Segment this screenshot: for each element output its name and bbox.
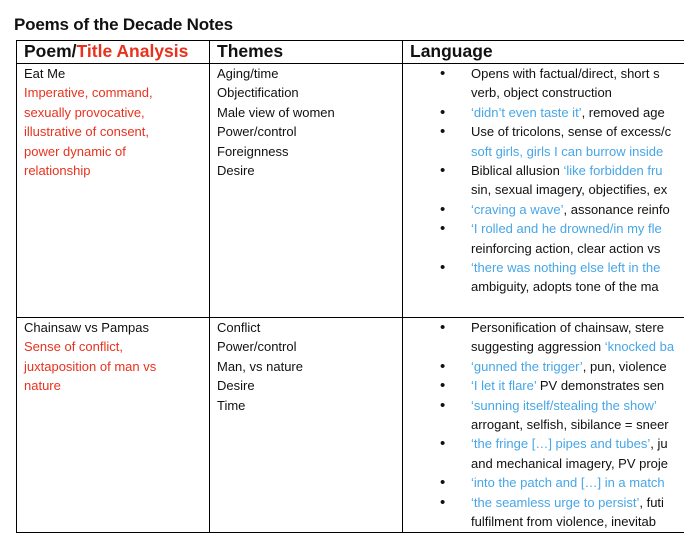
language-text: , pun, violence (583, 359, 667, 374)
table-row (17, 318, 684, 533)
theme-item: Time (217, 396, 402, 415)
language-text: ‘there was nothing else left in the (471, 260, 660, 275)
language-text: Biblical allusion (471, 163, 564, 178)
theme-item: Power/control (217, 122, 402, 141)
language-line (471, 83, 684, 102)
theme-item: Male view of women (217, 103, 402, 122)
language-line (471, 277, 684, 296)
themes-cell (210, 64, 403, 318)
language-line (471, 415, 684, 434)
theme-item: Power/control (217, 337, 402, 356)
poem-name: Eat Me (24, 64, 209, 83)
title-analysis-line: relationship (24, 161, 209, 180)
poem-cell (17, 64, 210, 318)
language-text: fulfilment from violence, inevitab (471, 514, 656, 529)
language-line (471, 376, 684, 395)
language-point (410, 200, 684, 219)
language-list (410, 318, 684, 531)
language-text: Use of tricolons, sense of excess/c (471, 124, 671, 139)
language-text: ‘the fringe […] pipes and tubes’ (471, 436, 650, 451)
language-point (410, 64, 684, 103)
theme-item: Conflict (217, 318, 402, 337)
language-text: verb, object construction (471, 85, 612, 100)
language-line (471, 219, 684, 238)
themes-cell (210, 318, 403, 533)
language-line (471, 396, 684, 415)
language-text: reinforcing action, clear action vs (471, 241, 660, 256)
language-point (410, 103, 684, 122)
language-line (471, 512, 684, 531)
table-header-row (17, 41, 684, 64)
language-line (471, 473, 684, 492)
table-row (17, 64, 684, 318)
language-text: suggesting aggression (471, 339, 605, 354)
language-line (471, 103, 684, 122)
language-cell (403, 318, 684, 533)
language-point (410, 219, 684, 258)
header-language: Language (403, 41, 684, 64)
language-text: sin, sexual imagery, objectifies, ex (471, 182, 667, 197)
poem-cell (17, 318, 210, 533)
language-line (471, 454, 684, 473)
language-line (471, 318, 684, 337)
language-line (471, 200, 684, 219)
language-text: arrogant, selfish, sibilance = sneer (471, 417, 669, 432)
language-line (471, 258, 684, 277)
language-text: ‘the seamless urge to persist’ (471, 495, 639, 510)
header-poem: Poem/ (24, 41, 77, 61)
language-line (471, 180, 684, 199)
language-text: soft girls, girls I can burrow inside (471, 144, 663, 159)
notes-table (16, 40, 684, 533)
language-point (410, 473, 684, 492)
title-analysis-line: illustrative of consent, (24, 122, 209, 141)
language-line (471, 337, 684, 356)
title-analysis-line: juxtaposition of man vs (24, 357, 209, 376)
title-analysis-line: Imperative, command, (24, 83, 209, 102)
language-text: ‘gunned the trigger’ (471, 359, 583, 374)
language-line (471, 357, 684, 376)
theme-item: Man, vs nature (217, 357, 402, 376)
language-point (410, 357, 684, 376)
header-title-analysis: Title Analysis (77, 41, 189, 61)
language-text: , removed age (582, 105, 665, 120)
language-text: ‘didn’t even taste it’ (471, 105, 582, 120)
language-text: , assonance reinfo (564, 202, 670, 217)
document-title: Poems of the Decade Notes (14, 15, 233, 35)
theme-item: Aging/time (217, 64, 402, 83)
language-text: , futi (639, 495, 664, 510)
language-quote: ‘knocked ba (605, 339, 674, 354)
language-line (471, 64, 684, 83)
language-point (410, 434, 684, 473)
language-line (471, 434, 684, 453)
language-quote: ‘like forbidden fru (564, 163, 663, 178)
language-text: ‘I rolled and he drowned/in my fle (471, 221, 662, 236)
header-poem-title-analysis (17, 41, 210, 64)
language-point (410, 258, 684, 297)
header-themes: Themes (210, 41, 403, 64)
language-text: ‘I let it flare’ (471, 378, 536, 393)
language-point (410, 493, 684, 532)
language-point (410, 376, 684, 395)
language-text: ‘into the patch and […] in a match (471, 475, 665, 490)
title-analysis-line: power dynamic of (24, 142, 209, 161)
language-point (410, 396, 684, 435)
language-text: PV demonstrates sen (536, 378, 664, 393)
language-point (410, 318, 684, 357)
language-text: ‘sunning itself/stealing the show’ (471, 398, 657, 413)
poem-name: Chainsaw vs Pampas (24, 318, 209, 337)
theme-item: Desire (217, 161, 402, 180)
language-text: , ju (650, 436, 667, 451)
theme-item: Desire (217, 376, 402, 395)
language-text: and mechanical imagery, PV proje (471, 456, 668, 471)
theme-item: Foreignness (217, 142, 402, 161)
title-analysis-line: sexually provocative, (24, 103, 209, 122)
language-line (471, 493, 684, 512)
language-text: ambiguity, adopts tone of the ma (471, 279, 659, 294)
language-text: Opens with factual/direct, short s (471, 66, 660, 81)
language-text: Personification of chainsaw, stere (471, 320, 664, 335)
language-point (410, 122, 684, 161)
language-line (471, 239, 684, 258)
title-analysis-line: nature (24, 376, 209, 395)
language-text: ‘craving a wave’ (471, 202, 564, 217)
theme-item: Objectification (217, 83, 402, 102)
language-line (471, 161, 684, 180)
language-cell (403, 64, 684, 318)
language-list (410, 64, 684, 297)
language-line (471, 122, 684, 141)
language-line (471, 142, 684, 161)
language-point (410, 161, 684, 200)
title-analysis-line: Sense of conflict, (24, 337, 209, 356)
